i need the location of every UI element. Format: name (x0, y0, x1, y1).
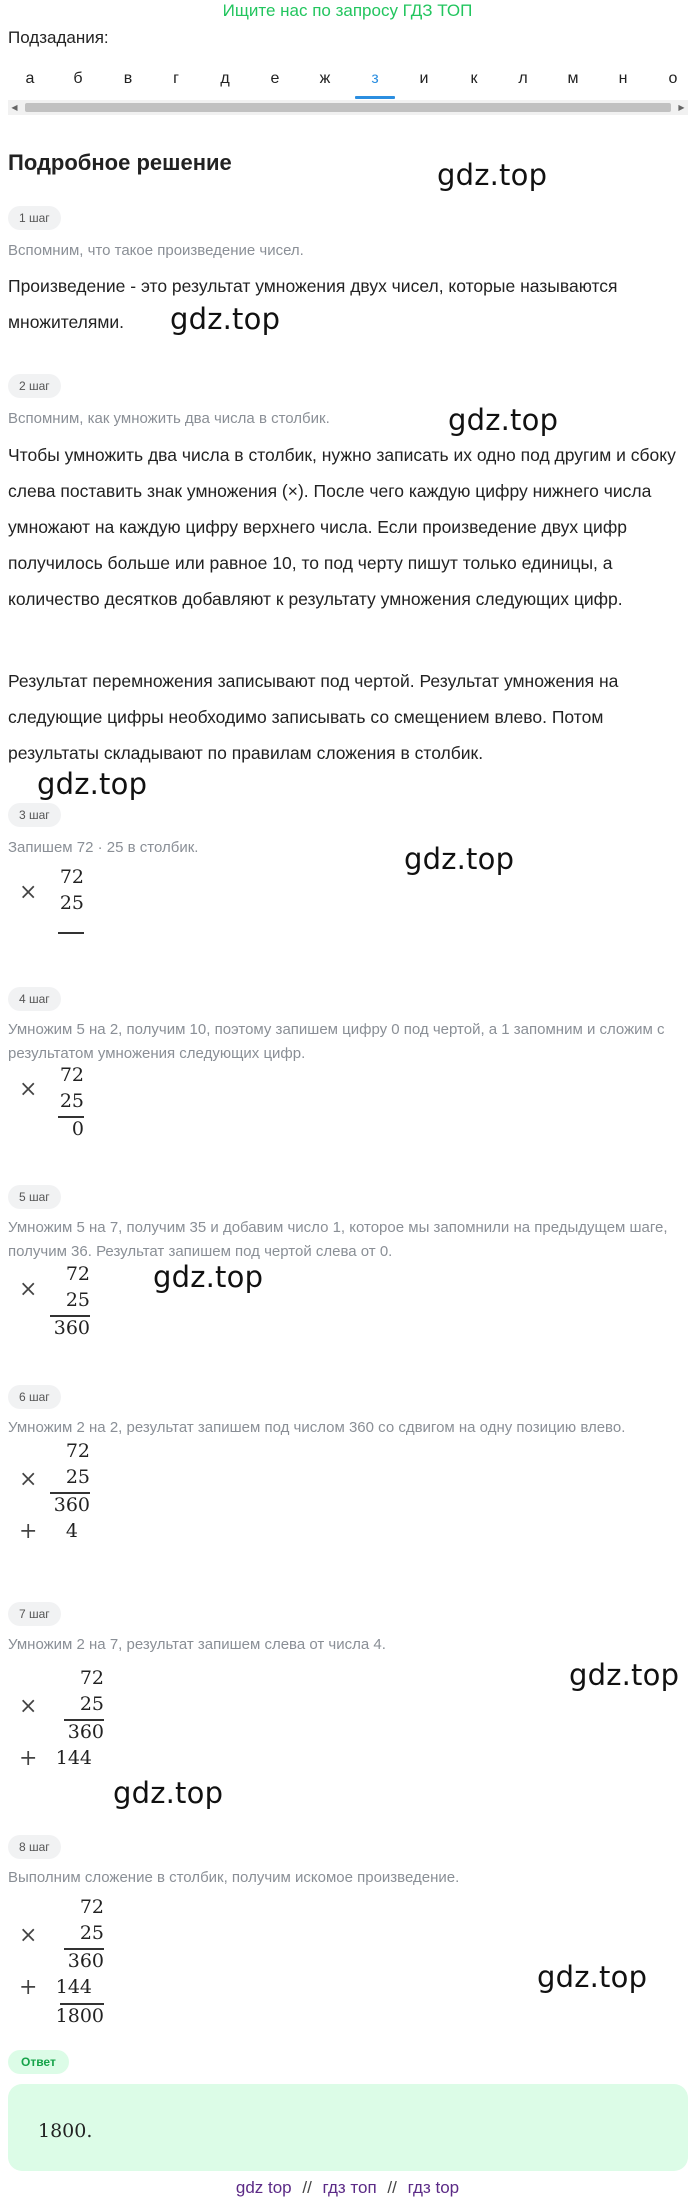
scrollbar-thumb[interactable] (25, 103, 671, 112)
subtask-letter[interactable]: л (518, 70, 528, 87)
multiplicand: 72 (65, 1263, 90, 1285)
subtask-letter[interactable]: д (220, 70, 230, 87)
step-badge: 1 шаг (8, 206, 61, 230)
partial-result: 360 (67, 1950, 104, 1972)
multiplicand: 72 (79, 1896, 104, 1918)
multiply-sign: × (19, 1077, 38, 1102)
watermark: gdz.top (537, 1960, 648, 1994)
multiplier: 25 (59, 892, 84, 914)
search-banner: Ищите нас по запросу ГДЗ ТОП (222, 1, 473, 20)
subtask-letter[interactable]: г (173, 70, 179, 87)
footer-link[interactable]: гдз top (407, 2178, 460, 2197)
multiplicand: 72 (59, 1064, 84, 1086)
partial-result: 0 (71, 1118, 84, 1140)
scroll-right-icon[interactable]: ▶ (678, 103, 685, 112)
final-result: 1800 (55, 2005, 104, 2027)
step-hint: Умножим 5 на 7, получим 35 и добавим число 1, которое мы запомнили на предыдущем шаге, получим 36. Результат запишем под чертой слева от 0. (8, 1219, 668, 1260)
answer-box (8, 2084, 688, 2171)
watermark: gdz.top (37, 767, 148, 801)
column-line (58, 932, 84, 934)
subtask-letter[interactable]: н (618, 70, 628, 87)
subtask-letter-active[interactable]: з (371, 70, 379, 87)
multiply-sign: × (19, 1694, 38, 1719)
plus-sign: + (19, 1975, 38, 2000)
watermark: gdz.top (170, 302, 281, 336)
step-hint: Умножим 5 на 2, получим 10, поэтому запишем цифру 0 под чертой, а 1 запомним и сложим с результатом умножения следующих цифр. (8, 1021, 665, 1062)
step-hint: Запишем 72 · 25 в столбик. (8, 839, 199, 856)
partial-result: 360 (67, 1721, 104, 1743)
step-text: Произведение - это результат умножения двух чисел, которые называются множителями. (8, 276, 618, 332)
multiplier: 25 (79, 1922, 104, 1944)
multiplier: 25 (79, 1693, 104, 1715)
subtask-letter[interactable]: и (419, 70, 429, 87)
column-multiplication (40, 866, 84, 946)
step-badge: 3 шаг (8, 803, 61, 827)
footer-links (0, 2175, 695, 2201)
subtask-letter-nav (0, 66, 695, 100)
multiply-sign: × (19, 1467, 38, 1492)
multiply-sign: × (19, 880, 38, 905)
step-badge: 6 шаг (8, 1385, 61, 1409)
footer-link[interactable]: гдз топ (322, 2178, 377, 2197)
multiplicand: 72 (59, 866, 84, 888)
watermark: gdz.top (153, 1260, 264, 1294)
subtask-letter[interactable]: а (25, 70, 35, 87)
footer-link[interactable]: gdz top (235, 2178, 292, 2197)
step-badge: 2 шаг (8, 374, 61, 398)
multiplier: 25 (65, 1466, 90, 1488)
step-text: Чтобы умножить два числа в столбик, нужно записать их одно под другим и сбоку слева поставить знак умножения (×). После чего каждую цифру нижнего числа умножают на каждую цифру верхнего числа. Если произведение двух цифр получилось больше или равное 10, то под черту пишут только единицы, а количество десятков добавляют к результату умножения следующих цифр. (8, 445, 676, 609)
page-title: Подробное решение (8, 150, 232, 175)
column-multiplication (40, 1064, 84, 1144)
partial-result: 360 (53, 1494, 90, 1516)
footer-separator: // (302, 2178, 312, 2197)
multiplier: 25 (65, 1289, 90, 1311)
partial-result-shifted: 4 (65, 1520, 78, 1542)
partial-result: 360 (53, 1317, 90, 1339)
step-hint: Вспомним, как умножить два числа в столбик. (8, 410, 330, 427)
multiplicand: 72 (79, 1667, 104, 1689)
column-multiplication (40, 1896, 104, 2036)
step-hint: Выполним сложение в столбик, получим искомое произведение. (8, 1869, 460, 1886)
subtask-letter[interactable]: е (270, 70, 280, 87)
column-multiplication (40, 1263, 90, 1343)
step-badge: 4 шаг (8, 987, 61, 1011)
multiply-sign: × (19, 1277, 38, 1302)
answer-value: 1800. (38, 2120, 93, 2142)
multiplier: 25 (59, 1090, 84, 1112)
scroll-left-icon[interactable]: ◀ (11, 103, 18, 112)
watermark: gdz.top (404, 842, 515, 876)
answer-badge: Ответ (8, 2050, 69, 2074)
multiplicand: 72 (65, 1440, 90, 1462)
subtask-letter[interactable]: о (668, 70, 678, 87)
horizontal-scrollbar[interactable] (8, 100, 688, 115)
subtask-letter[interactable]: б (73, 70, 83, 87)
subtask-letter[interactable]: к (470, 70, 478, 87)
watermark: gdz.top (113, 1776, 224, 1810)
subtask-letter[interactable]: м (567, 70, 579, 87)
column-multiplication (40, 1667, 104, 1777)
step-badge: 5 шаг (8, 1185, 61, 1209)
column-multiplication (40, 1440, 90, 1550)
watermark: gdz.top (448, 403, 559, 437)
step-hint: Вспомним, что такое произведение чисел. (8, 242, 304, 259)
partial-result-shifted: 144 (55, 1976, 92, 1998)
step-hint: Умножим 2 на 7, результат запишем слева от числа 4. (8, 1636, 386, 1653)
plus-sign: + (19, 1746, 38, 1771)
multiply-sign: × (19, 1923, 38, 1948)
subtask-letter[interactable]: в (123, 70, 133, 87)
partial-result-shifted: 144 (55, 1747, 92, 1769)
active-tab-underline (355, 96, 395, 99)
step-badge: 7 шаг (8, 1602, 61, 1626)
subtasks-label: Подзадания: (8, 28, 109, 47)
plus-sign: + (19, 1519, 38, 1544)
watermark: gdz.top (569, 1658, 680, 1692)
footer-separator: // (387, 2178, 397, 2197)
step-badge: 8 шаг (8, 1835, 61, 1859)
step-text: Результат перемножения записывают под чертой. Результат умножения на следующие цифры необходимо записывать со смещением влево. Потом результаты складывают по правилам сложения в столбик. (8, 671, 619, 763)
subtask-letter[interactable]: ж (319, 70, 331, 87)
watermark: gdz.top (437, 158, 548, 192)
step-hint: Умножим 2 на 2, результат запишем под числом 360 со сдвигом на одну позицию влево. (8, 1419, 626, 1436)
